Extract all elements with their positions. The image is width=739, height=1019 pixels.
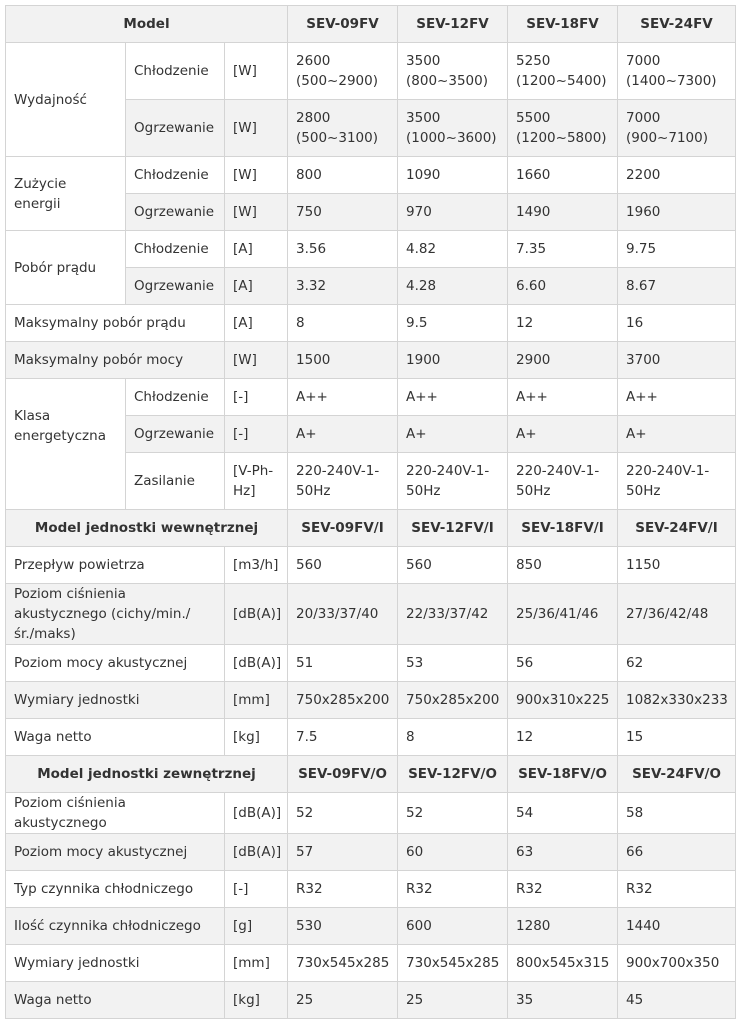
- value-cell: R32: [398, 871, 508, 908]
- value-cell: 57: [288, 834, 398, 871]
- unit-label: [kg]: [225, 719, 288, 756]
- unit-label: [W]: [225, 342, 288, 379]
- unit-label: [dB(A)]: [225, 834, 288, 871]
- value-cell: 7.5: [288, 719, 398, 756]
- spec-table: [5, 5, 736, 1019]
- value-cell: 1280: [508, 908, 618, 945]
- unit-label: [V-Ph-Hz]: [225, 453, 288, 510]
- value-cell: 54: [508, 793, 618, 834]
- value-cell: 9.75: [618, 231, 736, 268]
- value-cell: 22/33/37/42: [398, 584, 508, 645]
- value-cell: 1960: [618, 194, 736, 231]
- value-cell: 560: [288, 547, 398, 584]
- value-cell: 56: [508, 645, 618, 682]
- value-cell: 20/33/37/40: [288, 584, 398, 645]
- model-name: SEV-24FV: [618, 6, 736, 43]
- mode-label: Chłodzenie: [126, 157, 225, 194]
- unit-label: [-]: [225, 379, 288, 416]
- unit-label: [W]: [225, 157, 288, 194]
- unit-label: [g]: [225, 908, 288, 945]
- value-cell: 1490: [508, 194, 618, 231]
- value-cell: 1660: [508, 157, 618, 194]
- value-cell: 15: [618, 719, 736, 756]
- mode-label: Chłodzenie: [126, 379, 225, 416]
- mode-label: Chłodzenie: [126, 231, 225, 268]
- table-row: [6, 231, 736, 268]
- row-label: Przepływ powietrza: [6, 547, 225, 584]
- value-cell: 8: [398, 719, 508, 756]
- value-cell: 220-240V-1-50Hz: [618, 453, 736, 510]
- row-label: Ilość czynnika chłodniczego: [6, 908, 225, 945]
- row-label: Wymiary jednostki: [6, 682, 225, 719]
- mode-label: Ogrzewanie: [126, 268, 225, 305]
- value-cell: 900x700x350: [618, 945, 736, 982]
- model-header-row: [6, 6, 736, 43]
- value-cell: 900x310x225: [508, 682, 618, 719]
- indoor-header-label: Model jednostki wewnętrznej: [6, 510, 288, 547]
- model-name: SEV-18FV: [508, 6, 618, 43]
- unit-label: [dB(A)]: [225, 584, 288, 645]
- value-cell: 1440: [618, 908, 736, 945]
- indoor-header-row: [6, 510, 736, 547]
- unit-label: [m3/h]: [225, 547, 288, 584]
- unit-label: [-]: [225, 871, 288, 908]
- model-name: SEV-18FV/I: [508, 510, 618, 547]
- value-cell: R32: [288, 871, 398, 908]
- table-row: [6, 547, 736, 584]
- group-label-energy-use: Zużycie energii: [6, 157, 126, 231]
- value-cell: 1082x330x233: [618, 682, 736, 719]
- value-cell: 45: [618, 982, 736, 1019]
- table-row: [6, 908, 736, 945]
- model-header-label: Model: [6, 6, 288, 43]
- value-cell: R32: [508, 871, 618, 908]
- value-cell: 9.5: [398, 305, 508, 342]
- value-cell: A+: [508, 416, 618, 453]
- value-cell: 220-240V-1-50Hz: [288, 453, 398, 510]
- table-row: [6, 793, 736, 834]
- value-cell: 220-240V-1-50Hz: [398, 453, 508, 510]
- value-cell: A++: [618, 379, 736, 416]
- value-cell: 2800 (500~3100): [288, 100, 398, 157]
- value-cell: 1090: [398, 157, 508, 194]
- table-row: [6, 719, 736, 756]
- value-cell: 1500: [288, 342, 398, 379]
- row-label: Maksymalny pobór mocy: [6, 342, 225, 379]
- mode-label: Chłodzenie: [126, 43, 225, 100]
- value-cell: 60: [398, 834, 508, 871]
- table-row: [6, 945, 736, 982]
- value-cell: 16: [618, 305, 736, 342]
- value-cell: A+: [398, 416, 508, 453]
- unit-label: [A]: [225, 231, 288, 268]
- value-cell: 730x545x285: [288, 945, 398, 982]
- model-name: SEV-09FV: [288, 6, 398, 43]
- value-cell: 8: [288, 305, 398, 342]
- table-row: [6, 834, 736, 871]
- value-cell: 51: [288, 645, 398, 682]
- model-name: SEV-12FV: [398, 6, 508, 43]
- row-label: Poziom mocy akustycznej: [6, 834, 225, 871]
- value-cell: 6.60: [508, 268, 618, 305]
- value-cell: 25/36/41/46: [508, 584, 618, 645]
- table-row: [6, 645, 736, 682]
- value-cell: 52: [398, 793, 508, 834]
- value-cell: 220-240V-1-50Hz: [508, 453, 618, 510]
- value-cell: 58: [618, 793, 736, 834]
- value-cell: 12: [508, 305, 618, 342]
- row-label: Poziom ciśnienia akustycznego: [6, 793, 225, 834]
- value-cell: 66: [618, 834, 736, 871]
- value-cell: 7000 (1400~7300): [618, 43, 736, 100]
- value-cell: 3.32: [288, 268, 398, 305]
- mode-label: Ogrzewanie: [126, 100, 225, 157]
- unit-label: [mm]: [225, 682, 288, 719]
- table-row: [6, 342, 736, 379]
- value-cell: 3700: [618, 342, 736, 379]
- model-name: SEV-09FV/I: [288, 510, 398, 547]
- value-cell: 3500 (800~3500): [398, 43, 508, 100]
- table-row: [6, 157, 736, 194]
- table-row: [6, 682, 736, 719]
- value-cell: A++: [398, 379, 508, 416]
- value-cell: 800: [288, 157, 398, 194]
- unit-label: [-]: [225, 416, 288, 453]
- value-cell: A++: [508, 379, 618, 416]
- model-name: SEV-18FV/O: [508, 756, 618, 793]
- group-label-current-draw: Pobór prądu: [6, 231, 126, 305]
- value-cell: A+: [618, 416, 736, 453]
- value-cell: 800x545x315: [508, 945, 618, 982]
- value-cell: 25: [398, 982, 508, 1019]
- unit-label: [kg]: [225, 982, 288, 1019]
- unit-label: [dB(A)]: [225, 645, 288, 682]
- value-cell: 5250 (1200~5400): [508, 43, 618, 100]
- value-cell: 2200: [618, 157, 736, 194]
- value-cell: 1150: [618, 547, 736, 584]
- value-cell: A+: [288, 416, 398, 453]
- value-cell: 7000 (900~7100): [618, 100, 736, 157]
- value-cell: 3500 (1000~3600): [398, 100, 508, 157]
- value-cell: 850: [508, 547, 618, 584]
- value-cell: 3.56: [288, 231, 398, 268]
- value-cell: 35: [508, 982, 618, 1019]
- mode-label: Zasilanie: [126, 453, 225, 510]
- value-cell: 12: [508, 719, 618, 756]
- table-row: [6, 379, 736, 416]
- row-label: Waga netto: [6, 982, 225, 1019]
- value-cell: 750x285x200: [398, 682, 508, 719]
- value-cell: 970: [398, 194, 508, 231]
- value-cell: 600: [398, 908, 508, 945]
- value-cell: 5500 (1200~5800): [508, 100, 618, 157]
- outdoor-header-label: Model jednostki zewnętrznej: [6, 756, 288, 793]
- outdoor-header-row: [6, 756, 736, 793]
- value-cell: 730x545x285: [398, 945, 508, 982]
- table-row: [6, 305, 736, 342]
- model-name: SEV-09FV/O: [288, 756, 398, 793]
- value-cell: 4.82: [398, 231, 508, 268]
- value-cell: 530: [288, 908, 398, 945]
- value-cell: 7.35: [508, 231, 618, 268]
- value-cell: 8.67: [618, 268, 736, 305]
- energy-class-text: Klasa energetyczna: [14, 408, 106, 444]
- value-cell: 4.28: [398, 268, 508, 305]
- unit-label: [dB(A)]: [225, 793, 288, 834]
- value-cell: R32: [618, 871, 736, 908]
- unit-label: [mm]: [225, 945, 288, 982]
- value-cell: 2600 (500~2900): [288, 43, 398, 100]
- row-label: Waga netto: [6, 719, 225, 756]
- value-cell: 560: [398, 547, 508, 584]
- unit-label: [W]: [225, 194, 288, 231]
- value-cell: 750: [288, 194, 398, 231]
- row-label: Poziom ciśnienia akustycznego (cichy/min./śr./maks): [6, 584, 225, 645]
- mode-label: Ogrzewanie: [126, 194, 225, 231]
- row-label: Maksymalny pobór prądu: [6, 305, 225, 342]
- unit-label: [A]: [225, 268, 288, 305]
- mode-label: Ogrzewanie: [126, 416, 225, 453]
- group-label-capacity: Wydajność: [6, 43, 126, 157]
- unit-label: [W]: [225, 43, 288, 100]
- table-row: [6, 584, 736, 645]
- value-cell: 25: [288, 982, 398, 1019]
- table-row: [6, 43, 736, 100]
- table-row: [6, 871, 736, 908]
- value-cell: 53: [398, 645, 508, 682]
- value-cell: 1900: [398, 342, 508, 379]
- model-name: SEV-12FV/O: [398, 756, 508, 793]
- model-name: SEV-24FV/I: [618, 510, 736, 547]
- value-cell: A++: [288, 379, 398, 416]
- unit-label: [A]: [225, 305, 288, 342]
- value-cell: 62: [618, 645, 736, 682]
- value-cell: 27/36/42/48: [618, 584, 736, 645]
- value-cell: 63: [508, 834, 618, 871]
- unit-label: [W]: [225, 100, 288, 157]
- row-label: Poziom mocy akustycznej: [6, 645, 225, 682]
- model-name: SEV-24FV/O: [618, 756, 736, 793]
- row-label: Wymiary jednostki: [6, 945, 225, 982]
- table-row: [6, 982, 736, 1019]
- row-label: Typ czynnika chłodniczego: [6, 871, 225, 908]
- value-cell: 750x285x200: [288, 682, 398, 719]
- group-label-energy-class: [6, 379, 126, 510]
- model-name: SEV-12FV/I: [398, 510, 508, 547]
- value-cell: 52: [288, 793, 398, 834]
- value-cell: 2900: [508, 342, 618, 379]
